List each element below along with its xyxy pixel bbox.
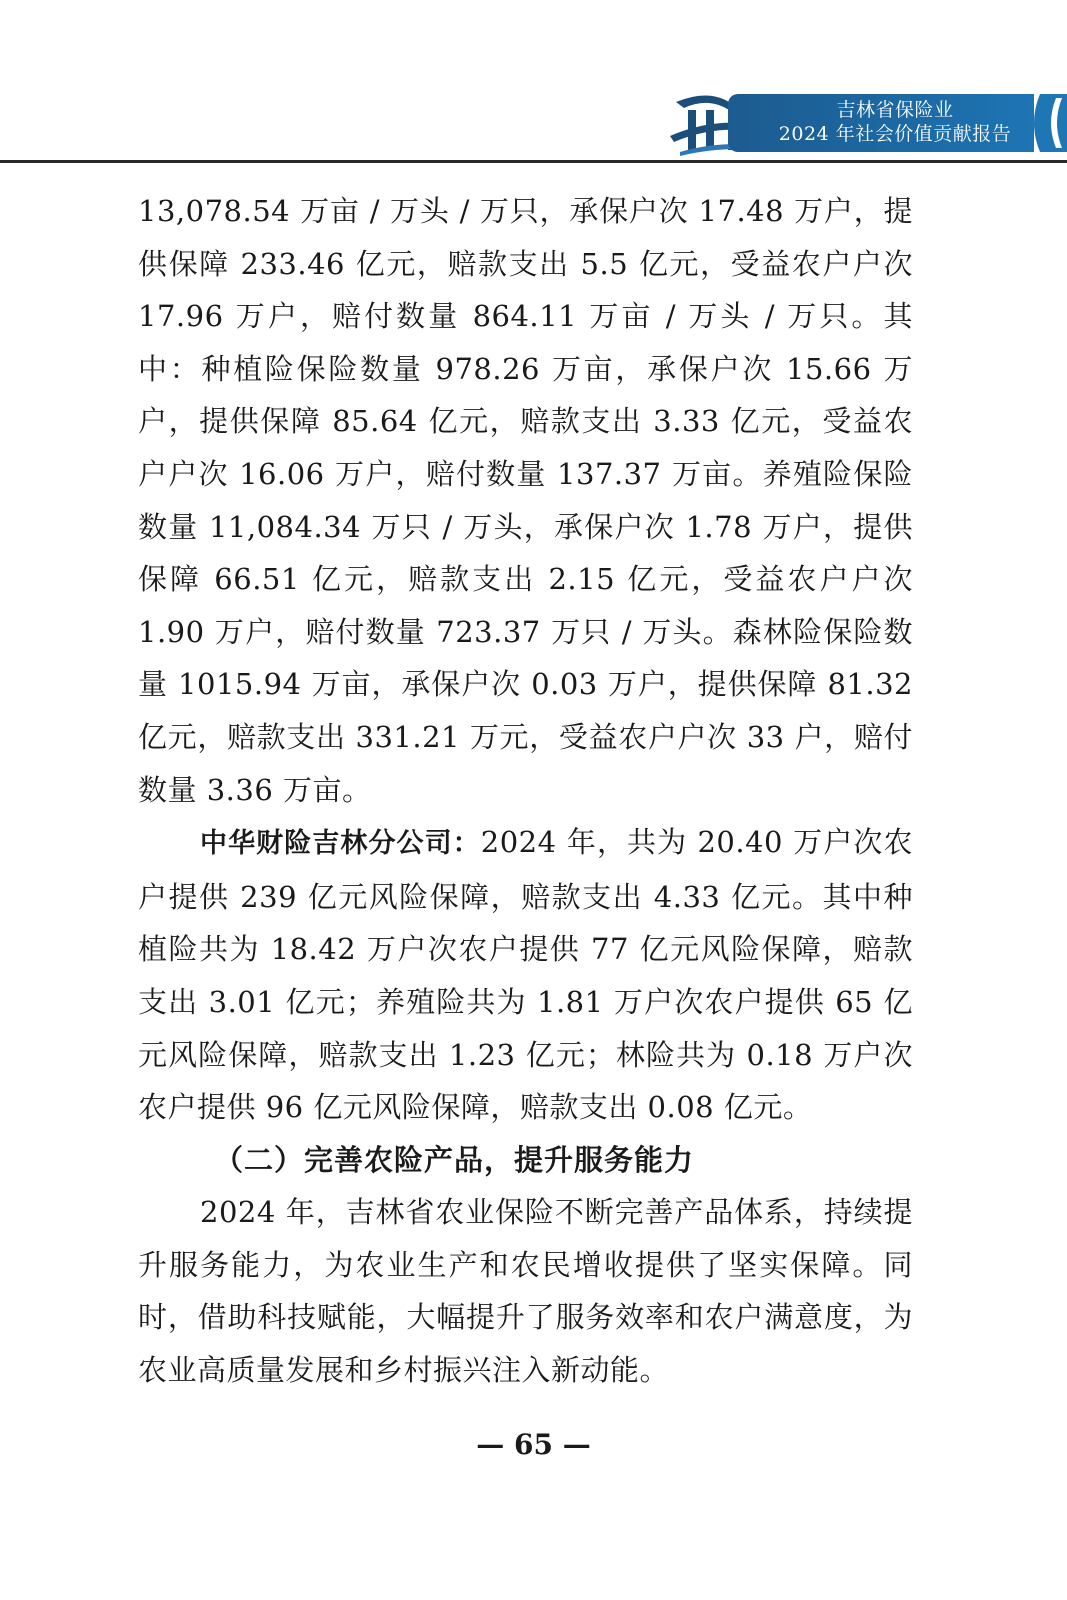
report-title-line2: 2024 年社会价值贡献报告 — [778, 123, 1012, 145]
section-heading: （二）完善农险产品，提升服务能力 — [214, 1142, 695, 1177]
company-paragraph-text: 2024 年，共为 20.40 万户次农户提供 239 亿元风险保障，赔款支出 4.33 亿元。其中种植险共为 18.42 万户次农户提供 77 亿元风险保障，赔款支出 3.01 亿元；养殖险共为 1.81 万户次农户提供 65 亿元风险保障，赔款支出 1.23 亿元；林险共为 0.18 万户次农户提供 96 亿元风险保障，赔款支出 0.08 亿元。 — [138, 825, 914, 1125]
service-paragraph: 2024 年，吉林省农业保险不断完善产品体系，持续提升服务能力，为农业生产和农民增收提供了坚实保障。同时，借助科技赋能，大幅提升了服务效率和农户满意度，为农业高质量发展和乡村振兴注入新动能。 — [138, 1195, 913, 1388]
company-name-lead: 中华财险吉林分公司： — [200, 828, 481, 860]
page-header — [0, 0, 1067, 170]
header-divider — [0, 160, 1067, 163]
company-paragraph — [138, 816, 913, 1134]
report-title — [760, 98, 1030, 146]
report-title-line1: 吉林省保险业 — [836, 99, 954, 121]
statistics-paragraph: 13,078.54 万亩 / 万头 / 万只，承保户次 17.48 万户，提供保障 233.46 亿元，赔款支出 5.5 亿元，受益农户户次 17.96 万户，赔付数量 864.11 万亩 / 万头 / 万只。其中：种植险保险数量 978.26 万亩，承保户次 15.66 万户，提供保障 85.64 亿元，赔款支出 3.33 亿元，受益农户户次 16.06 万户，赔付数量 137.37 万亩。养殖险保险数量 11,084.34 万只 / 万头，承保户次 1.78 万户，提供保障 66.51 亿元，赔款支出 2.15 亿元，受益农户户次 1.90 万户，赔付数量 723.37 万只 / 万头。森林险保险数量 1015.94 万亩，承保户次 0.03 万户，提供保障 81.32 亿元，赔款支出 331.21 万元，受益农户户次 33 户，赔付数量 3.36 万亩。 — [138, 194, 913, 807]
page-number: — 65 — — [476, 1428, 591, 1461]
page-body — [138, 185, 913, 1397]
banner-arc-icon — [1034, 94, 1067, 152]
